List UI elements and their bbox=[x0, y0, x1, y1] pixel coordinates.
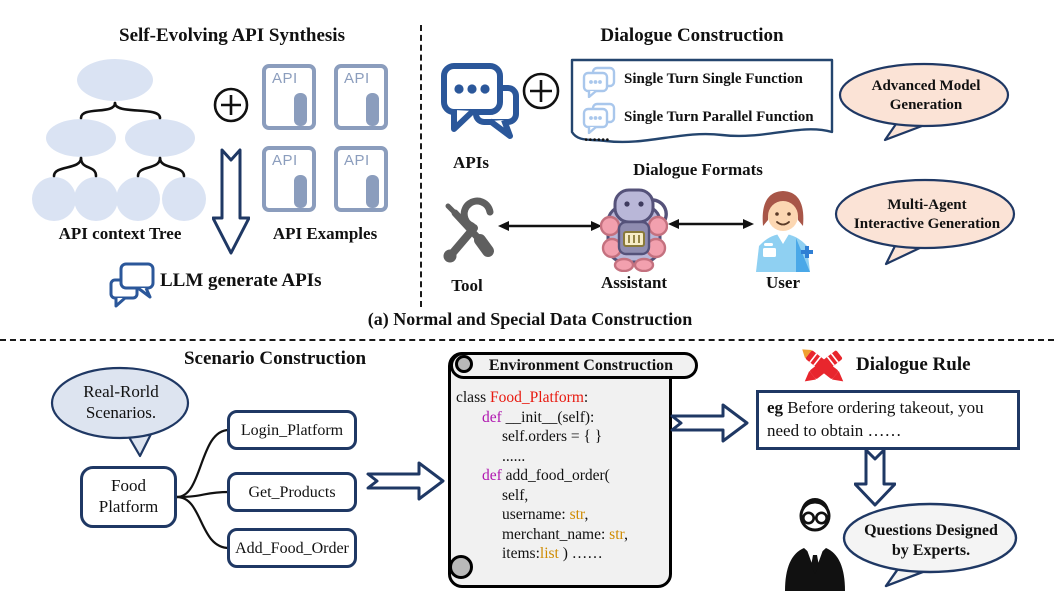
api-examples-label: API Examples bbox=[272, 224, 378, 243]
vertical-dashed-divider bbox=[420, 25, 422, 307]
llm-chat-icon bbox=[108, 260, 158, 308]
food-platform-line2: Platform bbox=[98, 497, 159, 517]
block-arrow-right bbox=[670, 402, 750, 444]
code-line: self.orders = { } bbox=[502, 428, 603, 445]
bubble-multi-line2: Interactive Generation bbox=[853, 215, 1001, 232]
section-title-dialogue-rule: Dialogue Rule bbox=[856, 354, 971, 375]
api-card-label: API bbox=[344, 70, 370, 87]
speech-bubble-questions bbox=[842, 502, 1020, 588]
chat-bubble-icon bbox=[582, 66, 616, 98]
api-card-label: API bbox=[272, 70, 298, 87]
speech-bubble-multi-agent bbox=[834, 178, 1020, 266]
tool-label: Tool bbox=[451, 276, 483, 295]
api-card bbox=[262, 64, 316, 130]
section-title-dialogue-construction: Dialogue Construction bbox=[600, 25, 784, 46]
apis-label: APIs bbox=[453, 153, 489, 172]
dialogue-formats-box bbox=[570, 58, 834, 154]
dialogue-formats-label: Dialogue Formats bbox=[633, 160, 763, 179]
rule-eg-label: eg bbox=[767, 398, 784, 417]
double-arrow bbox=[668, 216, 754, 232]
code-line: username: str, bbox=[502, 506, 589, 523]
code-line: self, bbox=[502, 486, 529, 504]
format-row-1: Single Turn Single Function bbox=[624, 71, 803, 87]
block-arrow-right bbox=[366, 460, 446, 502]
section-title-api-synthesis: Self-Evolving API Synthesis bbox=[119, 25, 345, 46]
bubble-advanced-line1: Advanced Model bbox=[871, 78, 981, 94]
api-card-label: API bbox=[344, 152, 370, 169]
bubble-real-world-line2: Scenarios. bbox=[85, 403, 157, 423]
format-row-2: Single Turn Parallel Function bbox=[624, 109, 814, 125]
assistant-robot-icon bbox=[600, 186, 668, 272]
apis-chat-icon bbox=[440, 60, 522, 146]
figure-caption: (a) Normal and Special Data Construction bbox=[367, 309, 693, 329]
scenario-box-label: Get_Products bbox=[248, 484, 336, 501]
api-card bbox=[334, 146, 388, 212]
bubble-questions-line2: by Experts. bbox=[891, 542, 971, 559]
api-context-tree-icon bbox=[20, 52, 226, 222]
scenario-branch-connector bbox=[175, 406, 231, 572]
api-card bbox=[334, 64, 388, 130]
food-platform-box bbox=[80, 466, 177, 528]
plus-icon bbox=[521, 71, 561, 111]
llm-generate-label: LLM generate APIs bbox=[160, 270, 322, 291]
dialogue-rule-box bbox=[756, 390, 1020, 450]
api-card-bar bbox=[294, 175, 307, 208]
code-line: def __init__(self): bbox=[482, 408, 595, 426]
bubble-real-world-line1: Real-Rorld bbox=[83, 382, 159, 401]
bubble-multi-line1: Multi-Agent bbox=[887, 197, 967, 213]
horizontal-dashed-divider bbox=[0, 339, 1054, 341]
expert-icon bbox=[782, 498, 848, 592]
api-card-bar bbox=[366, 175, 379, 208]
user-icon bbox=[750, 186, 816, 272]
user-label: User bbox=[766, 273, 800, 292]
section-title-environment: Environment Construction bbox=[488, 357, 674, 374]
code-line: ...... bbox=[502, 447, 526, 465]
code-line: items:list ) …… bbox=[502, 545, 603, 562]
scroll-curl-top bbox=[455, 355, 473, 373]
speech-bubble-real-world bbox=[50, 366, 192, 458]
scenario-box-get-products bbox=[227, 472, 357, 512]
down-arrow-icon bbox=[854, 449, 896, 507]
format-dots: ...... bbox=[584, 126, 610, 145]
bubble-questions-line1: Questions Designed bbox=[864, 522, 998, 539]
assistant-label: Assistant bbox=[600, 273, 668, 292]
double-arrow bbox=[498, 218, 602, 234]
code-line: merchant_name: str, bbox=[502, 525, 628, 543]
scenario-box-add-food-order bbox=[227, 528, 357, 568]
bubble-advanced-line2: Generation bbox=[889, 96, 963, 113]
code-line: class Food_Platform: bbox=[456, 389, 589, 406]
api-card-bar bbox=[294, 93, 307, 126]
rule-line1: Before ordering takeout, you bbox=[783, 398, 984, 417]
rule-line2: need to obtain …… bbox=[767, 420, 902, 440]
environment-scroll-header bbox=[450, 352, 698, 379]
food-platform-line1: Food bbox=[111, 476, 146, 495]
scenario-box-login bbox=[227, 410, 357, 450]
api-context-tree-label: API context Tree bbox=[58, 224, 182, 243]
code-line: def add_food_order( bbox=[482, 467, 610, 484]
tool-icon bbox=[436, 194, 498, 270]
api-card bbox=[262, 146, 316, 212]
scenario-box-label: Add_Food_Order bbox=[235, 540, 349, 557]
section-title-scenario: Scenario Construction bbox=[183, 348, 367, 369]
environment-code bbox=[456, 388, 670, 564]
scenario-box-label: Login_Platform bbox=[240, 422, 344, 439]
speech-bubble-advanced-model bbox=[838, 62, 1014, 142]
down-arrow-icon bbox=[212, 148, 250, 256]
api-card-bar bbox=[366, 93, 379, 126]
crossed-pencils-icon bbox=[798, 344, 850, 390]
api-card-label: API bbox=[272, 152, 298, 169]
plus-icon bbox=[212, 86, 250, 124]
